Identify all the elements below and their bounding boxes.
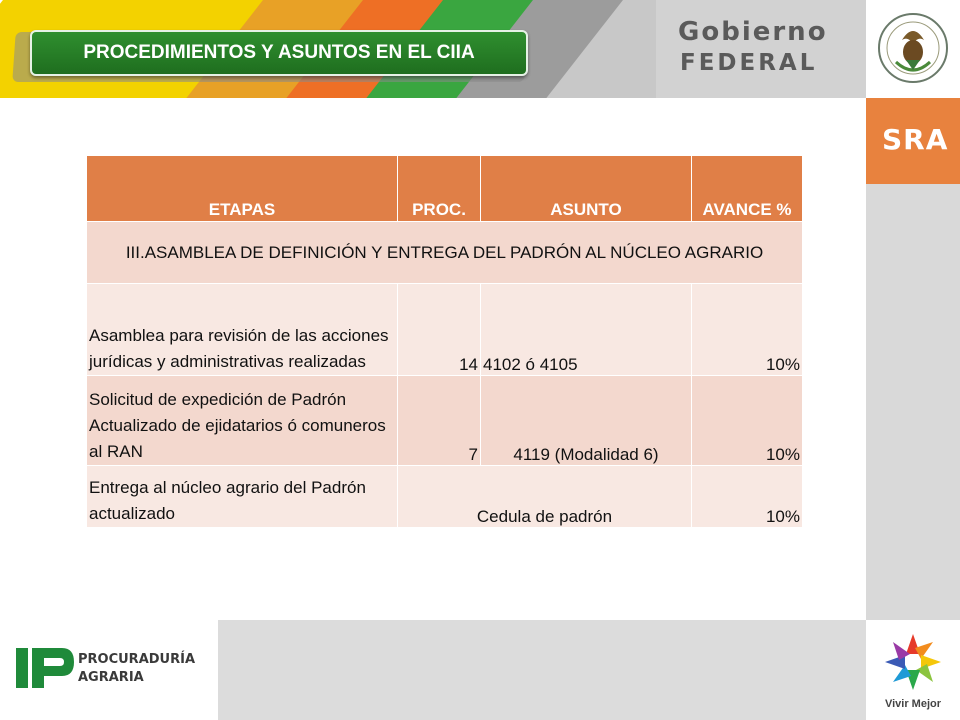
page-title: PROCEDIMIENTOS Y ASUNTOS EN EL CIIA <box>83 42 475 63</box>
vivir-mejor-label: Vivir Mejor <box>884 698 942 710</box>
cell-asunto: 4102 ó 4105 <box>481 284 692 376</box>
table-row <box>87 284 803 376</box>
cell-avance: 10% <box>692 466 803 527</box>
pa-logo-icon <box>16 646 74 690</box>
cell-proc: 14 <box>398 284 481 376</box>
cell-etapa: Entrega al núcleo agrario del Padrón actualizado <box>87 466 398 527</box>
footer-band <box>218 620 866 720</box>
procuraduria-name <box>78 651 195 687</box>
cell-etapa: Asamblea para revisión de las acciones jurídicas y administrativas realizadas <box>87 284 398 376</box>
cell-asunto: Cedula de padrón <box>398 466 692 527</box>
cell-asunto: 4119 (Modalidad 6) <box>481 376 692 466</box>
flower-icon <box>866 620 960 698</box>
procuraduria-logo <box>16 646 74 695</box>
procuraduria-line1: PROCURADURÍA <box>78 652 196 667</box>
gobierno-federal-logo <box>656 0 866 98</box>
procuraduria-line2: AGRARIA <box>78 670 144 685</box>
header-avance: AVANCE % <box>692 156 803 222</box>
cell-etapa: Solicitud de expedición de Padrón Actualizado de ejidatarios ó comuneros al RAN <box>87 376 398 466</box>
procedures-table <box>86 156 803 527</box>
header-asunto: ASUNTO <box>481 156 692 222</box>
gobierno-title: Gobierno <box>678 17 828 47</box>
cell-avance: 10% <box>692 284 803 376</box>
header-proc: PROC. <box>398 156 481 222</box>
section-title: III.ASAMBLEA DE DEFINICIÓN Y ENTREGA DEL PADRÓN AL NÚCLEO AGRARIO <box>87 222 803 284</box>
table-header-row <box>87 156 803 222</box>
sra-label: SRA <box>882 123 949 156</box>
section-row <box>87 222 803 284</box>
table-row <box>87 376 803 466</box>
cell-avance: 10% <box>692 376 803 466</box>
federal-title: FEDERAL <box>680 50 818 76</box>
mexico-seal <box>866 0 960 98</box>
sra-logo <box>866 98 960 184</box>
title-banner <box>30 30 528 76</box>
header-etapas: ETAPAS <box>87 156 398 222</box>
cell-proc: 7 <box>398 376 481 466</box>
vivir-mejor-logo <box>866 620 960 720</box>
table-row <box>87 466 803 527</box>
eagle-seal-icon <box>866 0 960 98</box>
